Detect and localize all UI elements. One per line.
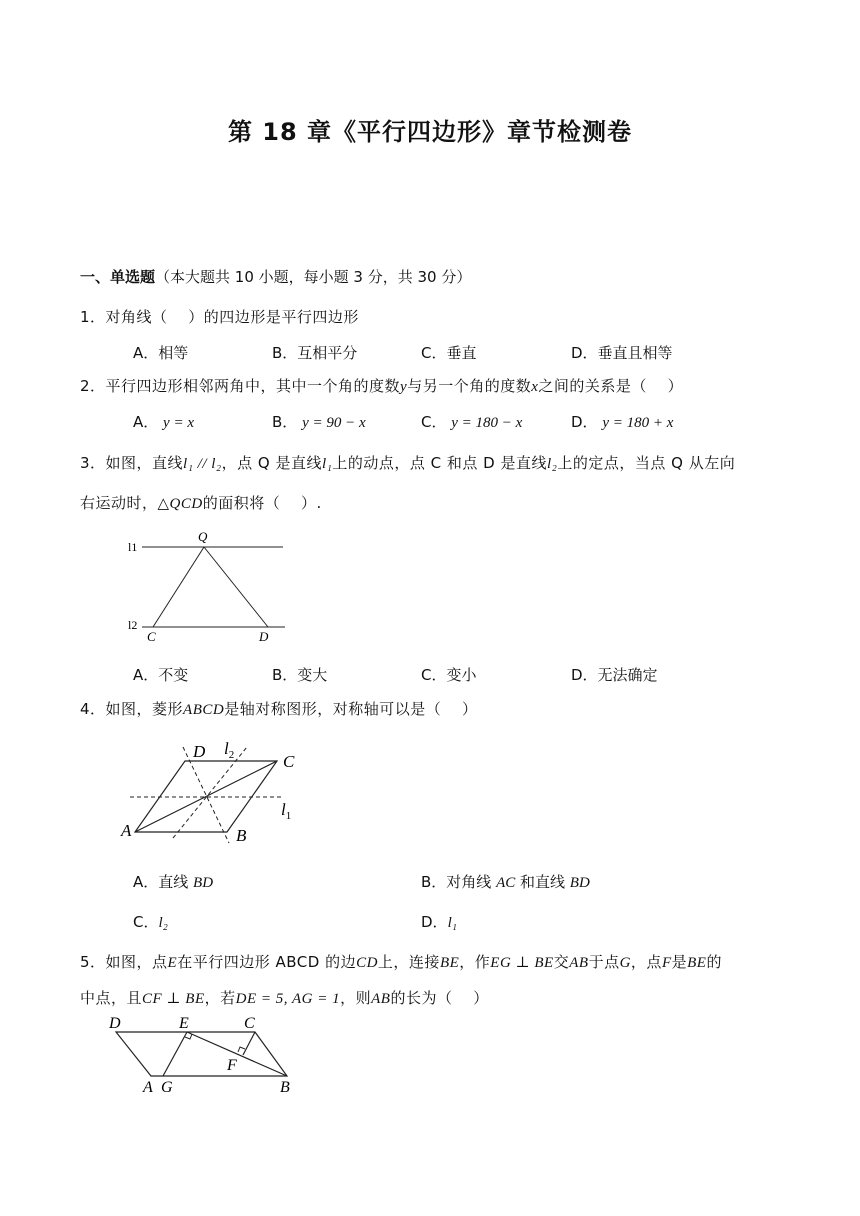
q4-option-c: C．l₂ (133, 913, 168, 931)
section-label: 一、单选题 (80, 268, 156, 286)
q5-right-angle-f (238, 1047, 245, 1052)
q3-label-d: D (259, 629, 269, 644)
q5-segment-eg (163, 1032, 187, 1076)
q2-option-d: D． y = 180 + x (571, 413, 674, 431)
q4-label-l1: $l_1$ (281, 800, 292, 822)
q5-label-c: C (244, 1015, 255, 1032)
question-1-text: 1．对角线（ ）的四边形是平行四边形 (80, 308, 359, 326)
q4-rhombus-name: ABCD (183, 702, 225, 718)
q3-segment-qd (204, 547, 268, 627)
q2-text-c: 之间的关系是（ ） (538, 377, 684, 395)
q3-segment-qc (153, 547, 204, 627)
question-3-line-1: 3．如图，直线l₁ // l₂，点 Q 是直线l₁上的动点，点 C 和点 D 是直线l₂上的定点，当点 Q 从左向 (80, 454, 736, 472)
q5-label-b: B (280, 1079, 290, 1096)
question-4-text: 4．如图，菱形ABCD是轴对称图形，对称轴可以是（ ） (80, 700, 478, 718)
q5-label-a: A (143, 1079, 153, 1096)
q4-diagonal-ac (135, 761, 277, 832)
q4-label-d: D (193, 742, 206, 761)
q5-segment-be (187, 1032, 287, 1076)
q1-option-a: A．相等 (133, 344, 189, 362)
q3-option-a: A．不变 (133, 666, 189, 684)
page-title: 第 18 章《平行四边形》章节检测卷 (227, 118, 633, 146)
q3-label-l2: l2 (128, 618, 138, 632)
q4-label-a: A (121, 821, 132, 840)
q2-option-a: A． y = x (133, 413, 194, 431)
q1-option-b: B．互相平分 (272, 344, 358, 362)
q3-label-q: Q (198, 529, 208, 544)
q4-option-b: B．对角线 AC 和直线 BD (421, 873, 590, 891)
question-5-line-2: 中点，且CF ⊥ BE，若DE = 5, AG = 1，则AB的长为（ ） (80, 989, 489, 1007)
q3-option-c: C．变小 (421, 666, 477, 684)
q5-figure (105, 1012, 305, 1102)
q5-label-g: G (161, 1079, 173, 1096)
question-5-line-1: 5．如图，点E在平行四边形 ABCD 的边CD上，连接BE，作EG ⊥ BE交AB于点G，点F是BE的 (80, 953, 722, 971)
q1-option-c: C．垂直 (421, 344, 477, 362)
q1-option-d: D．垂直且相等 (571, 344, 673, 362)
q3-option-d: D．无法确定 (571, 666, 658, 684)
q3-parallel-relation: l₁ // l₂ (183, 456, 222, 472)
q2-option-c: C． y = 180 − x (421, 413, 523, 431)
q3-figure (120, 525, 300, 650)
q2-option-b: B． y = 90 − x (272, 413, 366, 431)
q5-label-f: F (227, 1057, 237, 1074)
q2-var-y: y (400, 379, 408, 395)
q3-option-b: B．变大 (272, 666, 328, 684)
q5-segment-cf (243, 1032, 255, 1055)
q3-label-c: C (147, 629, 156, 644)
question-3-line-2: 右运动时，△QCD的面积将（ ）. (80, 494, 322, 512)
q4-option-d: D．l₁ (421, 913, 457, 931)
q4-label-c: C (283, 752, 295, 771)
q3-label-l1: l1 (128, 540, 138, 554)
section-note: （本大题共 10 小题，每小题 3 分，共 30 分） (155, 268, 472, 286)
question-2-text (80, 375, 683, 396)
q4-label-b: B (236, 826, 247, 845)
q2-text-a: 2．平行四边形相邻两角中，其中一个角的度数 (80, 377, 401, 395)
q2-text-b: 与另一个角的度数 (407, 377, 532, 395)
q4-figure (115, 735, 315, 850)
q5-label-d: D (109, 1015, 121, 1032)
q4-label-l2: $l_2$ (224, 739, 235, 761)
q4-option-a: A．直线 BD (133, 873, 214, 891)
q3-triangle: △QCD (157, 496, 203, 512)
q2-var-x: x (531, 379, 539, 395)
section-heading (80, 266, 471, 287)
q5-label-e: E (179, 1015, 189, 1032)
